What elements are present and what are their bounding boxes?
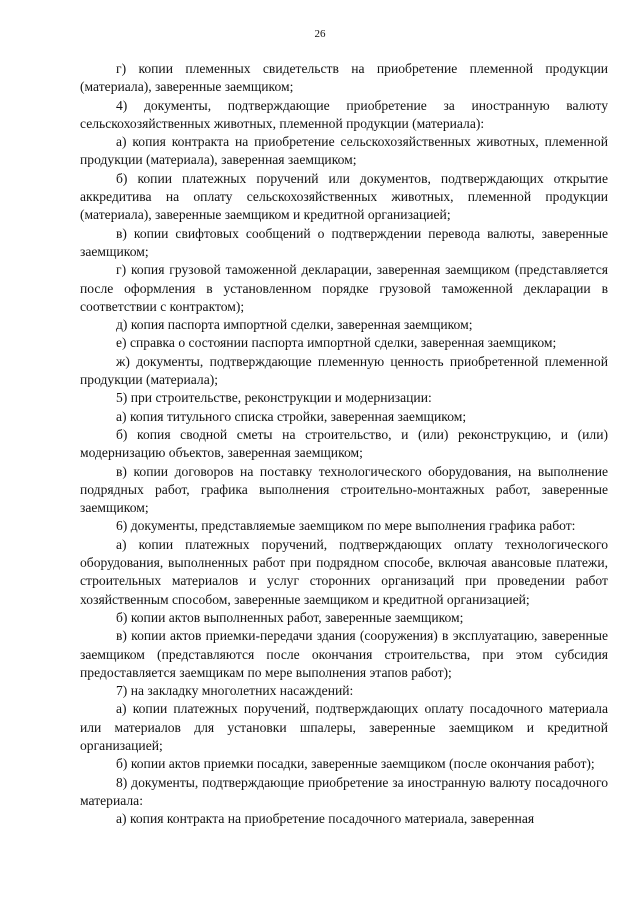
paragraph: б) копии платежных поручений или документов, подтверждающих открытие аккредитива на оплату сельскохозяйственных животных, племенной продукции (материала), заверенные заемщиком и кредитной организацией; xyxy=(80,170,608,223)
paragraph: ж) документы, подтверждающие племенную ценность приобретенной племенной продукции (материала); xyxy=(80,353,608,388)
paragraph: 8) документы, подтверждающие приобретение за иностранную валюту посадочного материала: xyxy=(80,774,608,808)
paragraph: а) копии платежных поручений, подтверждающих оплату технологического оборудования, выполненных работ при подрядном способе, включая авансовые платежи, строительных материалов и услуг сторонних организаций при проведении работ хозяйственным способом, заверенные заемщиком и кредитной организацией; xyxy=(80,536,608,607)
paragraph: 4) документы, подтверждающие приобретение за иностранную валюту сельскохозяйственных животных, племенной продукции (материала): xyxy=(80,97,608,131)
document-body xyxy=(80,60,608,828)
paragraph: а) копия контракта на приобретение сельскохозяйственных животных, племенной продукции (материала), заверенная заемщиком; xyxy=(80,134,608,168)
paragraph: 5) при строительстве, реконструкции и модернизации: xyxy=(116,390,432,406)
paragraph: 7) на закладку многолетних насаждений: xyxy=(116,683,354,699)
paragraph: 6) документы, представляемые заемщиком по мере выполнения графика работ: xyxy=(116,518,576,534)
paragraph: а) копии платежных поручений, подтверждающих оплату посадочного материала или материалов для установки шпалеры, заверенные заемщиком и кредитной организацией; xyxy=(80,701,608,753)
paragraph: в) копии свифтовых сообщений о подтверждении перевода валюты, заверенные заемщиком; xyxy=(80,225,608,259)
paragraph: д) копия паспорта импортной сделки, заверенная заемщиком; xyxy=(116,317,473,333)
paragraph: в) копии договоров на поставку технологического оборудования, на выполнение подрядных работ, графика выполнения строительно-монтажных работ, заверенные заемщиком; xyxy=(80,463,608,516)
paragraph: б) копия сводной сметы на строительство, и (или) реконструкцию, и (или) модернизацию объектов, заверенная заемщиком; xyxy=(80,426,608,461)
paragraph: е) справка о состоянии паспорта импортной сделки, заверенная заемщиком; xyxy=(116,335,557,351)
paragraph: а) копия титульного списка стройки, заверенная заемщиком; xyxy=(116,408,467,424)
paragraph: б) копии актов приемки посадки, заверенные заемщиком (после окончания работ); xyxy=(116,756,595,772)
paragraph: г) копия грузовой таможенной декларации, заверенная заемщиком (представляется после оформления в установленном порядке грузовой таможенной декларации в соответствии с контрактом); xyxy=(80,262,608,314)
paragraph: б) копии актов выполненных работ, заверенные заемщиком; xyxy=(116,609,464,625)
page-number: 26 xyxy=(314,28,326,40)
paragraph: г) копии племенных свидетельств на приобретение племенной продукции (материала), заверенные заемщиком; xyxy=(80,61,608,95)
paragraph: в) копии актов приемки-передачи здания (сооружения) в эксплуатацию, заверенные заемщиком (представляются после окончания строительства, при этом субсидия предоставляется заемщикам по мере выполнения этапов работ); xyxy=(80,628,608,680)
paragraph: а) копия контракта на приобретение посадочного материала, заверенная xyxy=(116,811,535,827)
